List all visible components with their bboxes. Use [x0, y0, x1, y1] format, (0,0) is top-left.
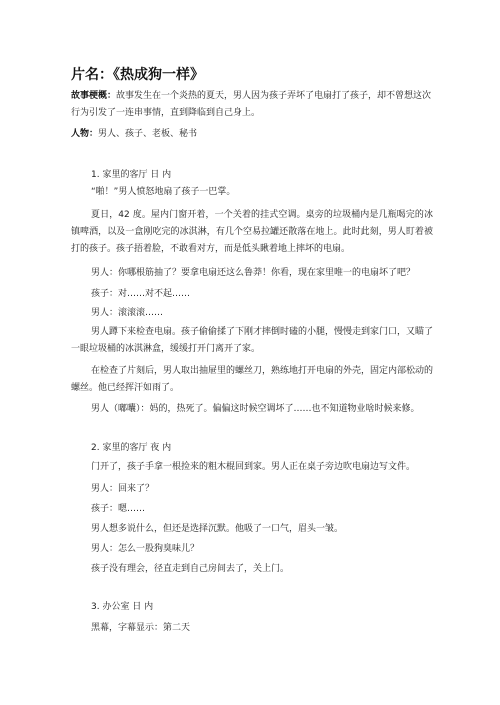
- scene-line: 男人蹲下来检查电扇。孩子偷偷揉了下刚才摔倒时磕的小腿，慢慢走到家门口，又瞄了一眼垃圾桶的冰淇淋盒，缓缓打开门离开了家。: [71, 327, 434, 354]
- synopsis-label: 故事梗概：: [71, 91, 117, 101]
- dialogue-line: 孩子：对……对不起……: [91, 289, 191, 299]
- dialogue-line: 男人（嘟囔）：妈的，热死了。偏偏这时候空调坏了……也不知道物业啥时候来修。: [91, 404, 420, 414]
- characters-label: 人物：: [71, 129, 99, 139]
- dialogue-line: 男人：回来了？: [91, 484, 155, 494]
- scene-line: 在检查了片刻后，男人取出抽屉里的螺丝刀，熟练地打开电扇的外壳，固定内部松动的螺丝。他已经挥汗如雨了。: [71, 366, 434, 393]
- document-title: 片名：《热成狗一样》: [71, 67, 204, 83]
- scene-line: 黑幕，字幕显示：第二天: [91, 623, 191, 633]
- dialogue-line: 男人：你哪根筋抽了？要拿电扇还这么鲁莽！你看，现在家里唯一的电扇坏了吧？: [91, 268, 416, 278]
- scene-heading: 3. 办公室 日 内: [91, 602, 154, 612]
- dialogue-line: 男人：滚滚滚……: [91, 308, 164, 318]
- scene-line: 门开了，孩子手拿一根捡来的粗木棍回到家。男人正在桌子旁边吹电扇边写文件。: [91, 462, 416, 472]
- scene-line: 男人想多说什么，但还是选择沉默。他吸了一口气，眉头一皱。: [91, 524, 344, 534]
- synopsis-text: 故事发生在一个炎热的夏天，男人因为孩子弄坏了电扇打了孩子，却不曾想这次行为引发了一连串事情，直到降临到自己身上。: [71, 91, 432, 118]
- dialogue-line: 男人：怎么一股狗臭味儿？: [91, 544, 200, 554]
- scene-heading: 1. 家里的客厅 日 内: [91, 170, 172, 180]
- scene-line: 夏日，42 度。屋内门窗开着，一个关着的挂式空调。桌旁的垃圾桶内是几瓶喝完的冰镇啤酒，以及一盒刚吃完的冰淇淋，有几个空易拉罐还散落在地上。此时此刻，男人盯着被打的孩子。孩子捂着脸，不敢看对方，而是低头瞅着地上摔坏的电扇。: [71, 210, 433, 254]
- scene-line: 孩子没有理会，径直走到自己房间去了，关上门。: [91, 564, 290, 574]
- characters-text: 男人、孩子、老板、秘书: [98, 129, 198, 139]
- scene-line: “啪！”男人愤怒地扇了孩子一巴掌。: [91, 187, 236, 197]
- synopsis: [71, 88, 433, 122]
- scene-heading: 2. 家里的客厅 夜 内: [91, 443, 172, 453]
- dialogue-line: 孩子：嗯……: [91, 504, 146, 514]
- characters: [71, 126, 433, 143]
